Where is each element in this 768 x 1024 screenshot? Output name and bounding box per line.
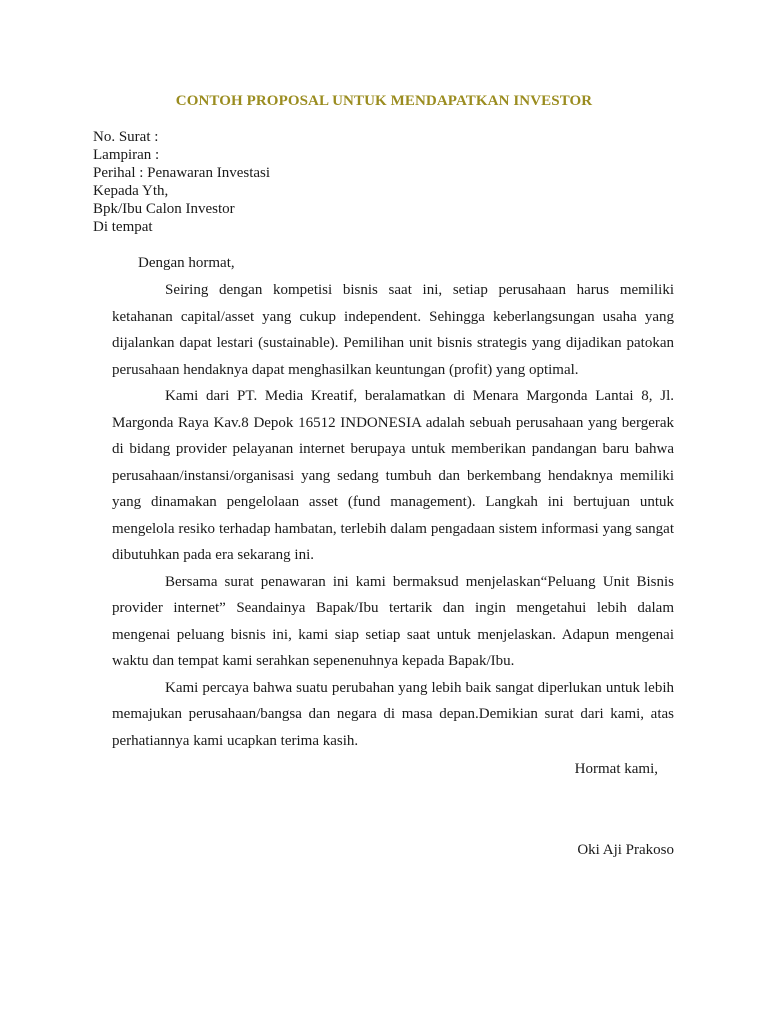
paragraph-1: Seiring dengan kompetisi bisnis saat ini, setiap perusahaan harus memiliki ketahanan capital/asset yang cukup independent. Sehingga keberlangsungan usaha yang dijalankan dapat lestari (sustainable). Pemilihan unit bisnis strategis yang dijadikan patokan perusahaan hendaknya dapat menghasilkan keuntungan (profit) yang optimal.: [112, 282, 674, 378]
paragraph-2: Kami dari PT. Media Kreatif, beralamatkan di Menara Margonda Lantai 8, Jl. Margonda Raya Kav.8 Depok 16512 INDONESIA adalah sebuah perusahaan yang bergerak di bidang provider pelayanan internet berupaya untuk memberikan pandangan baru bahwa perusahaan/instansi/organisasi yang sedang tumbuh dan berkembang hendaknya memiliki yang dinamakan pengelolaan asset (fund management). Langkah ini bertujuan untuk mengelola resiko terhadap hambatan, terlebih dalam pengadaan sistem informasi yang sangat dibutuhkan pada era sekarang ini.: [112, 388, 674, 563]
paragraph-4: Kami percaya bahwa suatu perubahan yang lebih baik sangat diperlukan untuk lebih memajukan perusahaan/bangsa dan negara di masa depan.Demikian surat dari kami, atas perhatiannya kami ucapkan terima kasih.: [112, 679, 674, 749]
signature-name: Oki Aji Prakoso: [577, 842, 674, 858]
header-lampiran: Lampiran :: [93, 147, 160, 163]
letter-header: [93, 128, 270, 236]
letter-body: [112, 277, 674, 754]
header-kepada: Kepada Yth,: [93, 183, 169, 199]
header-penerima: Bpk/Ibu Calon Investor: [93, 201, 235, 217]
closing: Hormat kami,: [574, 761, 658, 777]
salutation: Dengan hormat,: [138, 255, 235, 271]
header-no-surat: No. Surat :: [93, 129, 159, 145]
paragraph-3: Bersama surat penawaran ini kami bermaksud menjelaskan“Peluang Unit Bisnis provider internet” Seandainya Bapak/Ibu tertarik dan ingin mengetahui lebih dalam mengenai peluang bisnis ini, kami siap setiap saat untuk menjelaskan. Adapun mengenai waktu dan tempat kami serahkan sepenenuhnya kepada Bapak/Ibu.: [112, 573, 674, 669]
document-title: CONTOH PROPOSAL UNTUK MENDAPATKAN INVESTOR: [175, 93, 593, 109]
header-tempat: Di tempat: [93, 219, 153, 235]
header-perihal: Perihal : Penawaran Investasi: [93, 165, 271, 181]
